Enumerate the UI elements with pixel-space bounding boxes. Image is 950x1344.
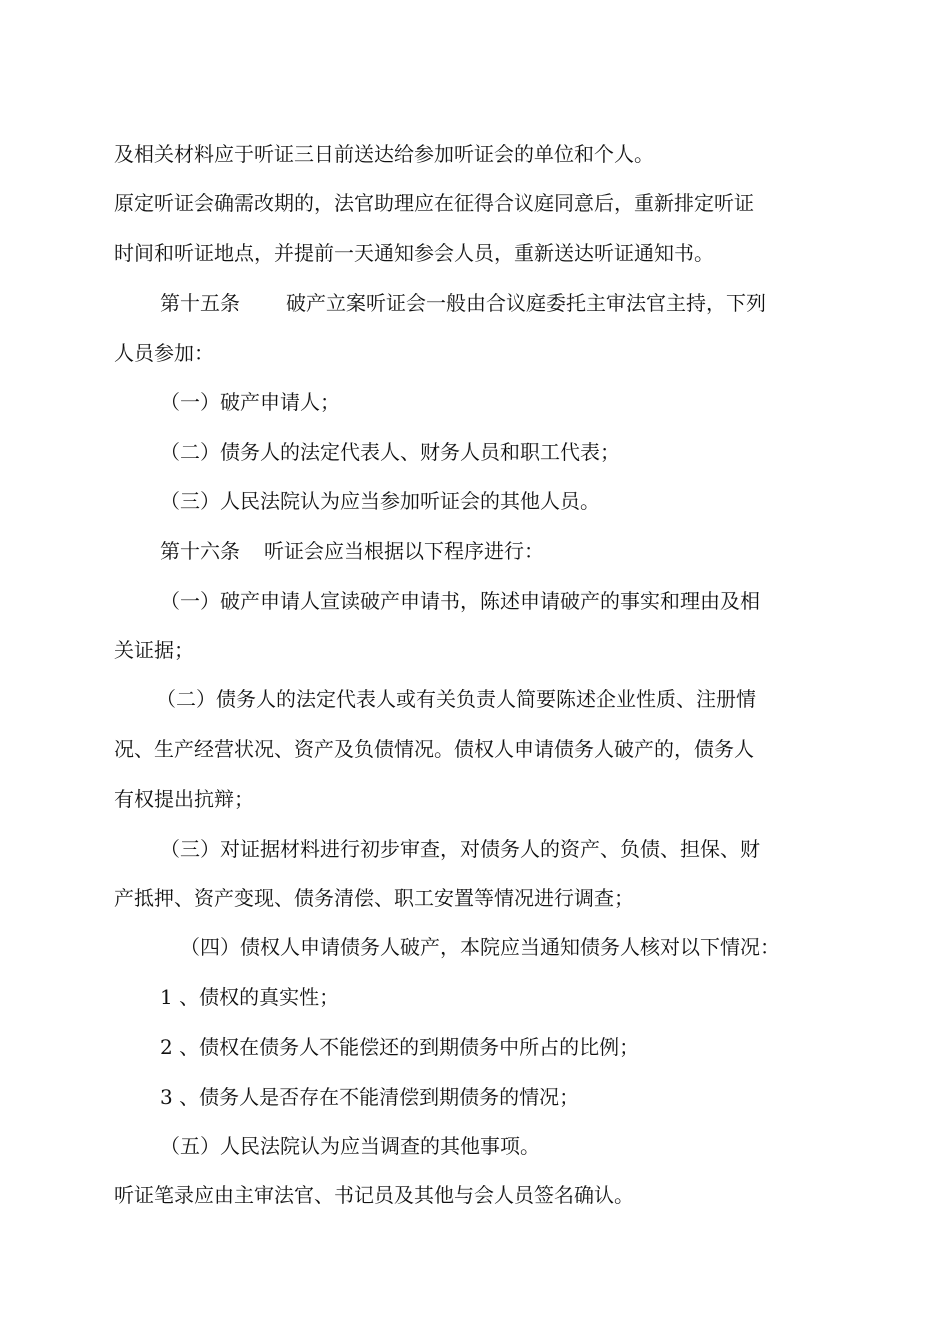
article-16-text: 听证会应当根据以下程序进行： (264, 539, 544, 563)
article-16-number: 第十六条 (160, 539, 240, 563)
line-text: 2 、债权在债务人不能偿还的到期债务中所占的比例； (160, 1035, 640, 1059)
line-text: （四）债权人申请债务人破产，本院应当通知债务人核对以下情况： (180, 935, 780, 959)
text-line (0, 784, 950, 814)
list-item (0, 1131, 950, 1161)
line-text: 时间和听证地点，并提前一天通知参会人员，重新送达听证通知书。 (114, 241, 714, 265)
text-line (0, 139, 950, 169)
list-item (0, 387, 950, 417)
text-line (0, 188, 950, 218)
line-text: （一）破产申请人宣读破产申请书，陈述申请破产的事实和理由及相 (160, 589, 760, 613)
list-item (0, 437, 950, 467)
text-line (0, 883, 950, 913)
article-16-line (0, 536, 950, 566)
text-line (0, 635, 950, 665)
list-item (0, 932, 950, 962)
line-text: 人员参加： (114, 341, 214, 365)
line-text: 1 、债权的真实性； (160, 985, 340, 1009)
line-text: （五）人民法院认为应当调查的其他事项。 (160, 1134, 540, 1158)
text-line (0, 338, 950, 368)
line-text: （三）人民法院认为应当参加听证会的其他人员。 (160, 489, 600, 513)
text-line (0, 238, 950, 268)
text-line (0, 734, 950, 764)
list-item (0, 486, 950, 516)
list-item (0, 586, 950, 616)
list-item (0, 1032, 950, 1062)
line-text: 及相关材料应于听证三日前送达给参加听证会的单位和个人。 (114, 142, 654, 166)
article-15-text: 破产立案听证会一般由合议庭委托主审法官主持，下列 (286, 291, 766, 315)
list-item (0, 684, 950, 714)
line-text: （三）对证据材料进行初步审查，对债务人的资产、负债、担保、财 (160, 837, 760, 861)
line-text: 有权提出抗辩； (114, 787, 254, 811)
line-text: 产抵押、资产变现、债务清偿、职工安置等情况进行调查； (114, 886, 634, 910)
line-text: 3 、债务人是否存在不能清偿到期债务的情况； (160, 1085, 580, 1109)
line-text: 况、生产经营状况、资产及负债情况。债权人申请债务人破产的，债务人 (114, 737, 754, 761)
article-15-number: 第十五条 (160, 291, 240, 315)
text-line (0, 1180, 950, 1210)
list-item (0, 982, 950, 1012)
list-item (0, 1082, 950, 1112)
line-text: （二）债务人的法定代表人、财务人员和职工代表； (160, 440, 620, 464)
line-text: （二）债务人的法定代表人或有关负责人简要陈述企业性质、注册情 (156, 687, 756, 711)
line-text: 原定听证会确需改期的，法官助理应在征得合议庭同意后，重新排定听证 (114, 191, 754, 215)
list-item (0, 834, 950, 864)
line-text: 关证据； (114, 638, 194, 662)
line-text: 听证笔录应由主审法官、书记员及其他与会人员签名确认。 (114, 1183, 634, 1207)
article-15-line (0, 288, 950, 318)
line-text: （一）破产申请人； (160, 390, 340, 414)
